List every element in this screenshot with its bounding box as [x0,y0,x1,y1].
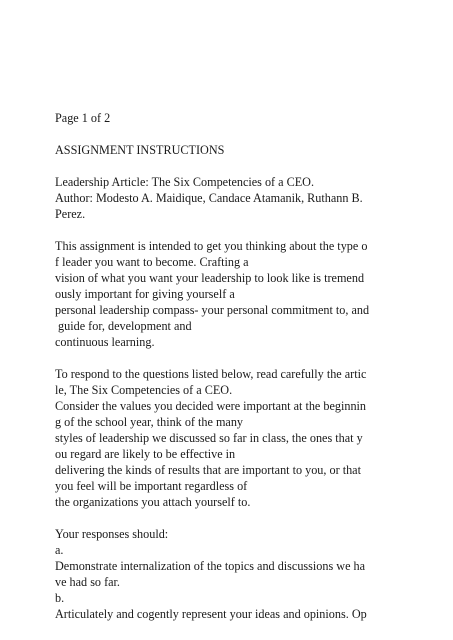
list-item-a-line: Demonstrate internalization of the topics and discussions we ha [55,559,366,573]
blank-line [55,222,415,238]
paragraph-1-line: ously important for giving yourself a [55,287,235,301]
page-indicator: Page 1 of 2 [55,111,111,125]
paragraph-2-line: ou regard are likely to be effective in [55,447,236,461]
list-marker-a: a. [55,543,64,557]
paragraph-1-line: vision of what you want your leadership to look like is tremend [55,271,365,285]
paragraph-2-line: you feel will be important regardless of [55,479,248,493]
paragraph-2-line: styles of leadership we discussed so far in class, the ones that y [55,431,363,445]
paragraph-2-line: the organizations you attach yourself to. [55,495,251,509]
blank-line [55,350,415,366]
paragraph-2-line: delivering the kinds of results that are important to you, or that [55,463,361,477]
paragraph-1-line: f leader you want to become. Crafting a [55,255,249,269]
blank-line [55,158,415,174]
blank-line [55,510,415,526]
assignment-heading: ASSIGNMENT INSTRUCTIONS [55,143,225,157]
list-item-b-line: Articulately and cogently represent your ideas and opinions. Op [55,607,367,621]
paragraph-1-line: This assignment is intended to get you thinking about the type o [55,239,368,253]
paragraph-2-line: To respond to the questions listed below, read carefully the artic [55,367,367,381]
article-author-line-1: Author: Modesto A. Maidique, Candace Atamanik, Ruthann B. [55,191,363,205]
paragraph-2-line: le, The Six Competencies of a CEO. [55,383,233,397]
paragraph-2-line: Consider the values you decided were important at the beginnin [55,399,367,413]
article-title: Leadership Article: The Six Competencies of a CEO. [55,175,315,189]
article-author-line-2: Perez. [55,207,86,221]
list-marker-b: b. [55,591,65,605]
paragraph-1-line: personal leadership compass- your personal commitment to, and [55,303,370,317]
blank-line [55,126,415,142]
paragraph-1-line: continuous learning. [55,335,155,349]
responses-intro: Your responses should: [55,527,169,541]
list-item-a-line: ve had so far. [55,575,120,589]
paragraph-2-line: g of the school year, think of the many [55,415,244,429]
document-body [55,110,415,622]
paragraph-1-line: guide for, development and [55,319,192,333]
